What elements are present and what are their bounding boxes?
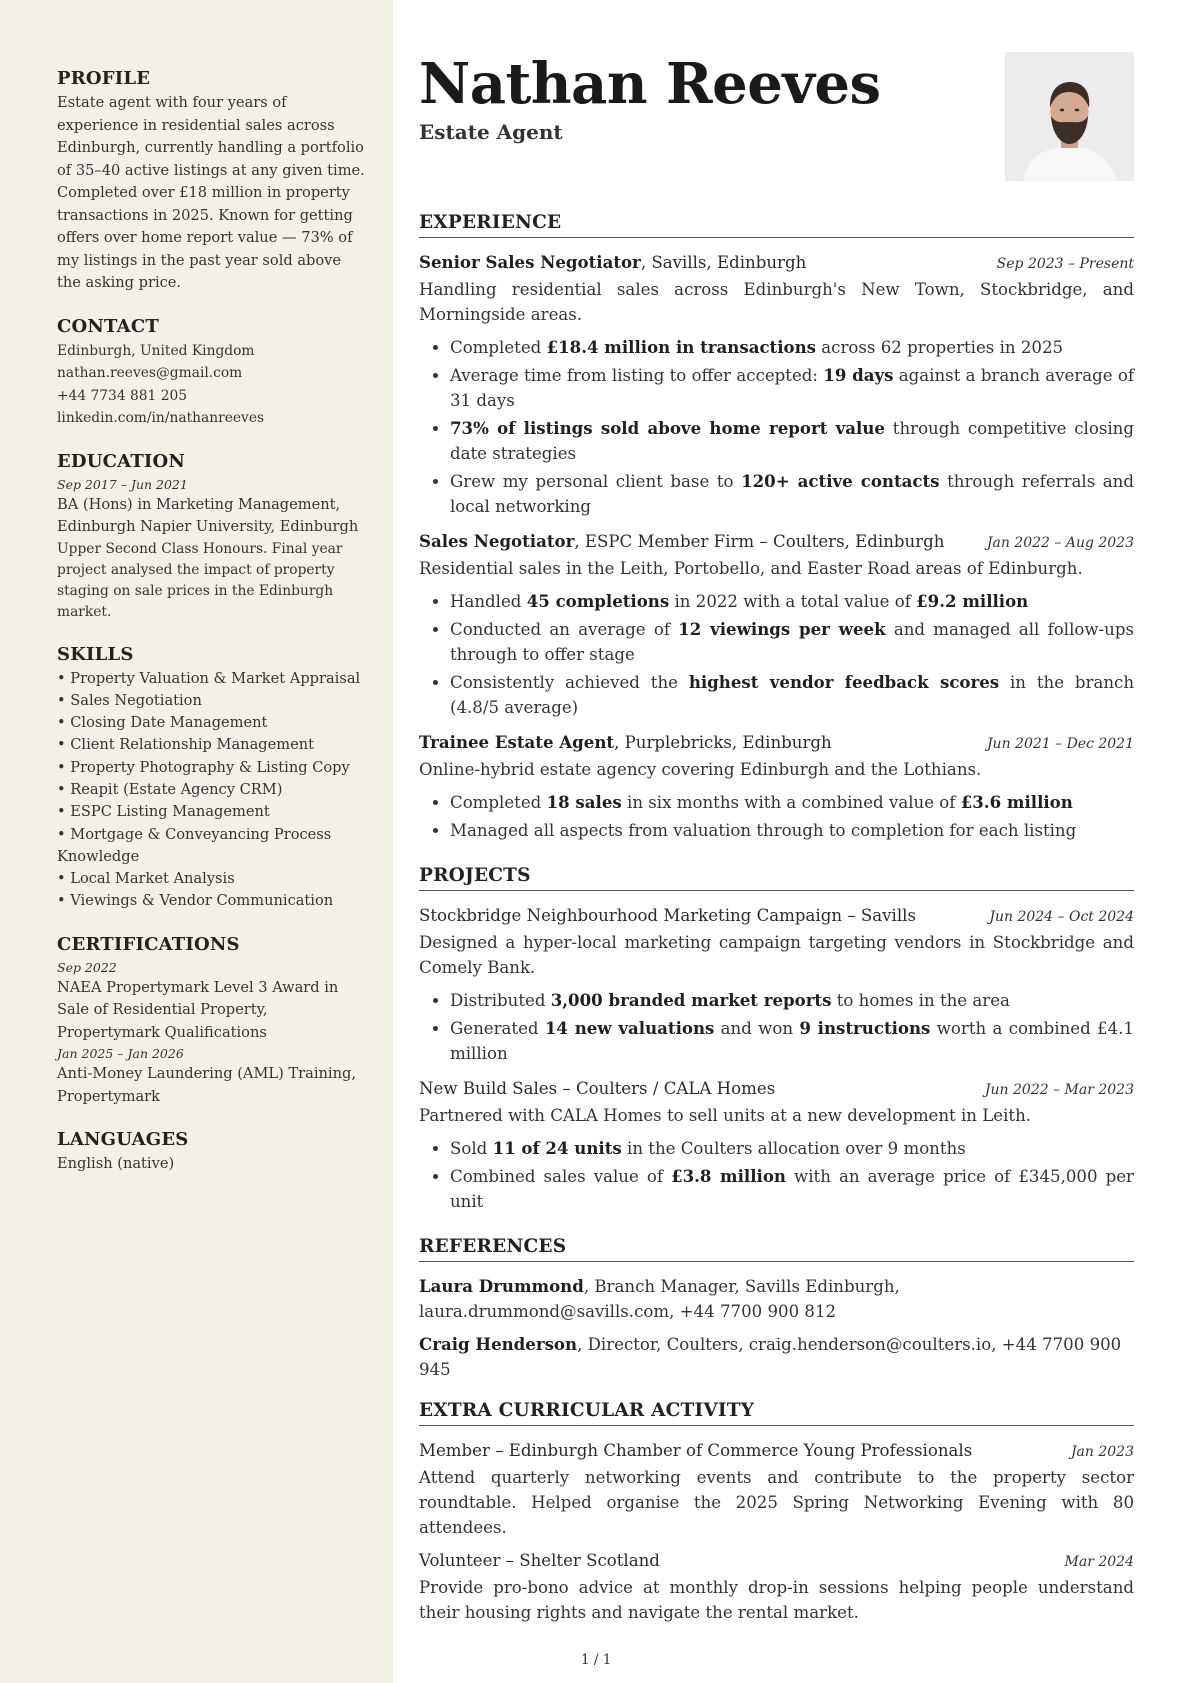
experience-section — [419, 212, 1134, 843]
job-title: Senior Sales Negotiator — [419, 252, 641, 272]
job-description: Handling residential sales across Edinburgh's New Town, Stockbridge, and Morningside areas. — [419, 280, 1134, 324]
bullet-text: and won — [714, 1019, 800, 1038]
contact-linkedin[interactable]: linkedin.com/in/nathanreeves — [57, 410, 265, 426]
sidebar — [0, 0, 393, 1683]
project-entry — [419, 903, 1134, 1066]
bullet-text: across 62 properties in 2025 — [816, 338, 1064, 357]
activity-date: Mar 2024 — [1064, 1554, 1134, 1570]
education-heading: EDUCATION — [57, 450, 186, 472]
skill-item: • ESPC Listing Management — [57, 803, 270, 821]
main-content — [419, 48, 1134, 1633]
bullet-highlight: 3,000 branded market reports — [550, 990, 832, 1010]
job-title-line — [419, 250, 806, 275]
bullet-highlight: 18 sales — [546, 792, 622, 812]
bullet-text: through competitive closing date strategies — [450, 419, 1134, 463]
bullet-text: Generated — [450, 1019, 545, 1038]
project-date: Jun 2024 – Oct 2024 — [989, 909, 1134, 925]
reference-item — [419, 1274, 1134, 1324]
experience-heading: EXPERIENCE — [419, 212, 1134, 238]
job-header — [419, 250, 1134, 277]
job-bullets — [419, 790, 1134, 843]
reference-name: Craig Henderson — [419, 1334, 578, 1354]
bullet-highlight: 14 new valuations — [544, 1018, 715, 1038]
bullet-text: in the Coulters allocation over 9 months — [621, 1139, 966, 1158]
bullet-item — [450, 790, 1134, 815]
certification-text: NAEA Propertymark Level 3 Award in Sale of Residential Property, Propertymark Qualifications — [57, 978, 339, 1041]
candidate-role: Estate Agent — [419, 120, 563, 144]
page-number: 1 / 1 — [581, 1652, 612, 1668]
project-date: Jun 2022 – Mar 2023 — [984, 1082, 1134, 1098]
skill-item: • Sales Negotiation — [57, 691, 202, 709]
bullet-text: Grew my personal client base to — [450, 472, 742, 491]
activity-title: Volunteer – Shelter Scotland — [419, 1551, 660, 1570]
job-title-line — [419, 730, 832, 755]
project-title: New Build Sales – Coulters / CALA Homes — [419, 1079, 776, 1098]
bullet-item — [450, 1016, 1134, 1066]
contact-phone[interactable]: +44 7734 881 205 — [57, 387, 188, 404]
profile-text: Estate agent with four years of experience in residential sales across Edinburgh, currently handling a portfolio of 35–40 active listings at any given time. Completed over £18 million in property transactions in 2025. Known for getting offers over home report value — 73% of my listings in the past year sold above the asking price. — [57, 94, 365, 291]
bullet-text: in the branch (4.8/5 average) — [450, 673, 1134, 717]
job-entry — [419, 529, 1134, 720]
job-date: Sep 2023 – Present — [996, 256, 1134, 272]
contact-email[interactable]: nathan.reeves@gmail.com — [57, 365, 243, 381]
bullet-item — [450, 988, 1134, 1013]
profile-photo — [1005, 52, 1134, 181]
activity-title: Member – Edinburgh Chamber of Commerce Young Professionals — [419, 1441, 973, 1460]
bullet-item — [450, 469, 1134, 519]
skill-item: • Viewings & Vendor Communication — [57, 892, 334, 910]
bullet-item — [450, 1136, 1134, 1161]
skill-item: • Property Valuation & Market Appraisal — [57, 669, 361, 687]
skills-heading: SKILLS — [57, 643, 134, 665]
job-title: Trainee Estate Agent — [419, 732, 615, 752]
job-entry — [419, 730, 1134, 843]
activity-entry — [419, 1548, 1134, 1625]
bullet-item — [450, 416, 1134, 466]
bullet-highlight: 120+ active contacts — [741, 471, 940, 491]
contact-location: Edinburgh, United Kingdom — [57, 342, 255, 359]
job-header — [419, 730, 1134, 757]
activity-date: Jan 2023 — [1070, 1444, 1134, 1460]
skill-item: • Mortgage & Conveyancing Process Knowledge — [57, 825, 332, 865]
job-header — [419, 529, 1134, 556]
bullet-text: through referrals and local networking — [450, 472, 1134, 516]
bullet-text: worth a combined £4.1 million — [450, 1019, 1134, 1063]
skills-section — [57, 644, 369, 913]
job-org: , ESPC Member Firm – Coulters, Edinburgh — [574, 532, 945, 551]
certification-date: Jan 2025 – Jan 2026 — [57, 1046, 184, 1062]
extra-section — [419, 1400, 1134, 1625]
bullet-highlight: highest vendor feedback scores — [688, 672, 1000, 692]
bullet-highlight: 11 of 24 units — [492, 1138, 622, 1158]
languages-section — [57, 1129, 369, 1176]
project-title: Stockbridge Neighbourhood Marketing Campaign – Savills — [419, 906, 916, 925]
bullet-highlight: £3.8 million — [671, 1166, 786, 1186]
job-title: Sales Negotiator — [419, 531, 575, 551]
bullet-text: in 2022 with a total value of — [669, 592, 917, 611]
job-title-line — [419, 529, 944, 554]
education-degree: BA (Hons) in Marketing Management, Edinburgh Napier University, Edinburgh — [57, 495, 359, 535]
bullet-text: in six months with a combined value of — [621, 793, 961, 812]
extra-heading: EXTRA CURRICULAR ACTIVITY — [419, 1400, 1134, 1426]
portrait-image — [1005, 52, 1134, 181]
bullet-highlight: 19 days — [823, 365, 894, 385]
projects-section — [419, 865, 1134, 1214]
bullet-text: Handled — [450, 592, 527, 611]
job-description: Residential sales in the Leith, Portobello, and Easter Road areas of Edinburgh. — [419, 559, 1083, 578]
contact-heading: CONTACT — [57, 315, 159, 337]
activity-description: Attend quarterly networking events and contribute to the property sector roundtable. Helped organise the 2025 Spring Networking Evening with 80 attendees. — [419, 1468, 1134, 1537]
bullet-text: Consistently achieved the — [450, 673, 689, 692]
job-date: Jan 2022 – Aug 2023 — [986, 535, 1134, 551]
skill-item: • Reapit (Estate Agency CRM) — [57, 780, 283, 798]
education-date: Sep 2017 – Jun 2021 — [57, 476, 188, 492]
bullet-text: Sold — [450, 1139, 493, 1158]
job-entry — [419, 250, 1134, 519]
bullet-text: Average time from listing to offer accepted: — [450, 366, 824, 385]
bullet-highlight: £18.4 million in transactions — [546, 337, 816, 357]
job-bullets — [419, 589, 1134, 720]
project-header — [419, 1076, 1134, 1103]
profile-section — [57, 68, 369, 295]
candidate-name: Nathan Reeves — [419, 51, 881, 117]
project-header — [419, 903, 1134, 930]
bullet-text: against a branch average of 31 days — [450, 366, 1134, 410]
skill-item: • Client Relationship Management — [57, 736, 314, 754]
reference-details: , Branch Manager, Savills Edinburgh, laura.drummond@savills.com, +44 7700 900 812 — [419, 1277, 900, 1321]
skill-item: • Property Photography & Listing Copy — [57, 758, 350, 776]
bullet-text: Conducted an average of — [450, 620, 679, 639]
job-org: , Purplebricks, Edinburgh — [614, 733, 832, 752]
education-detail: Upper Second Class Honours. Final year project analysed the impact of property staging on sale prices in the Edinburgh market. — [57, 540, 343, 620]
references-heading: REFERENCES — [419, 1236, 1134, 1262]
project-description: Designed a hyper-local marketing campaign targeting vendors in Stockbridge and Comely Bank. — [419, 933, 1134, 977]
bullet-item — [450, 589, 1134, 614]
contact-section — [57, 316, 369, 430]
reference-item — [419, 1332, 1134, 1382]
bullet-text: Completed — [450, 793, 547, 812]
projects-heading: PROJECTS — [419, 865, 1134, 891]
resume-header — [419, 52, 1134, 212]
skill-item: • Local Market Analysis — [57, 870, 235, 888]
certification-text: Anti-Money Laundering (AML) Training, Propertymark — [57, 1065, 356, 1105]
bullet-text: Distributed — [450, 991, 551, 1010]
bullet-item — [450, 670, 1134, 720]
activity-entry — [419, 1438, 1134, 1540]
education-section — [57, 451, 369, 623]
bullet-highlight: 12 viewings per week — [678, 619, 886, 639]
bullet-highlight: 45 completions — [526, 591, 670, 611]
project-entry — [419, 1076, 1134, 1214]
bullet-highlight: £9.2 million — [916, 591, 1029, 611]
profile-heading: PROFILE — [57, 68, 151, 89]
project-description: Partnered with CALA Homes to sell units at a new development in Leith. — [419, 1106, 1032, 1125]
bullet-item — [450, 335, 1134, 360]
bullet-text: Combined sales value of — [450, 1167, 672, 1186]
languages-heading: LANGUAGES — [57, 1129, 189, 1151]
bullet-item — [450, 818, 1134, 843]
bullet-text: Managed all aspects from valuation through to completion for each listing — [450, 821, 1077, 840]
job-date: Jun 2021 – Dec 2021 — [986, 736, 1134, 752]
bullet-item — [450, 617, 1134, 667]
bullet-highlight: 9 instructions — [799, 1018, 931, 1038]
job-bullets — [419, 335, 1134, 519]
skill-item: • Closing Date Management — [57, 714, 268, 732]
bullet-text: Completed — [450, 338, 547, 357]
bullet-item — [450, 1164, 1134, 1214]
bullet-text: with an average price of £345,000 per unit — [450, 1167, 1134, 1211]
project-bullets — [419, 988, 1134, 1066]
bullet-highlight: 73% of listings sold above home report value — [450, 418, 885, 438]
reference-name: Laura Drummond — [419, 1276, 584, 1296]
activity-header — [419, 1438, 1134, 1465]
sidebar-content — [57, 68, 369, 1197]
bullet-text: and managed all follow-ups through to offer stage — [450, 620, 1134, 664]
job-org: , Savills, Edinburgh — [640, 253, 807, 272]
bullet-highlight: £3.6 million — [960, 792, 1073, 812]
job-description: Online-hybrid estate agency covering Edinburgh and the Lothians. — [419, 760, 982, 779]
activity-header — [419, 1548, 1134, 1575]
bullet-text: to homes in the area — [831, 991, 1010, 1010]
references-section — [419, 1236, 1134, 1382]
activity-description: Provide pro-bono advice at monthly drop-in sessions helping people understand their housing rights and navigate the rental market. — [419, 1578, 1134, 1622]
certification-date: Sep 2022 — [57, 959, 117, 975]
certifications-heading: CERTIFICATIONS — [57, 933, 240, 955]
bullet-item — [450, 363, 1134, 413]
certifications-section — [57, 934, 369, 1109]
reference-details: , Director, Coulters, craig.henderson@coulters.io, +44 7700 900 945 — [419, 1335, 1122, 1379]
project-bullets — [419, 1136, 1134, 1214]
languages-text: English (native) — [57, 1155, 175, 1173]
